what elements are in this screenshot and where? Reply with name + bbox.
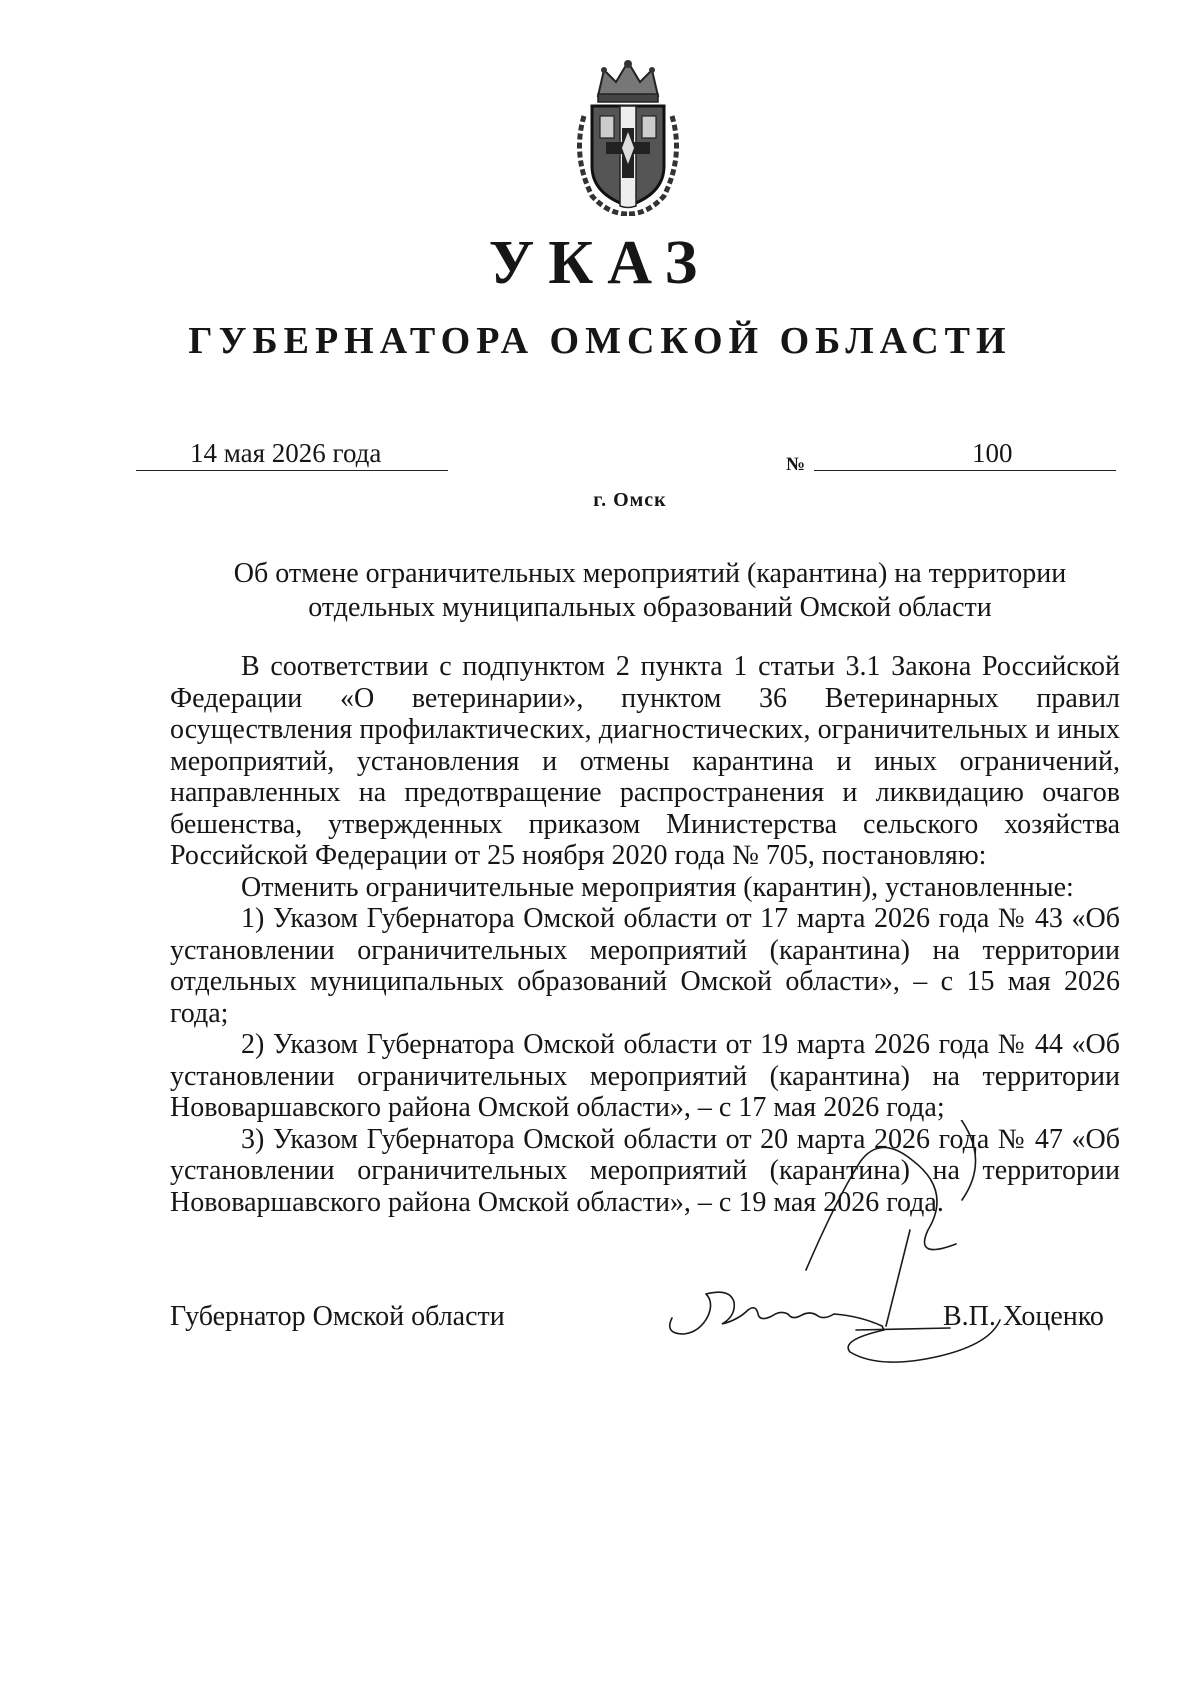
document-type-title: УКАЗ [488,229,712,297]
coat-of-arms-icon [568,56,688,216]
list-item: 1) Указом Губернатора Омской области от 17 марта 2026 года № 43 «Об установлении ограничительных мероприятий (карантина) на территории отдельных муниципальных образований Омской области», – с 15 мая 2026 года; [170,903,1120,1029]
list-item: 3) Указом Губернатора Омской области от 20 марта 2026 года № 47 «Об установлении ограничительных мероприятий (карантина) на территории Нововаршавского района Омской области», – с 19 мая 2026 года. [170,1123,1120,1218]
handwritten-signature [660,1120,1060,1380]
preamble-paragraph: В соответствии с подпунктом 2 пункта 1 статьи 3.1 Закона Российской Федерации «О ветеринарии», пунктом 36 Ветеринарных правил осуществления профилактических, диагностических, ограничительных и иных мероприятий, установления и отмены карантина и иных ограничений, направленных на предотвращение распространения и ликвидацию очагов бешенства, утвержденных приказом Министерства сельского хозяйства Российской Федерации от 25 ноября 2020 года № 705, постановляю: [170,651,1120,871]
subject-line: Об отмене ограничительных мероприятий (карантина) на территории [233,558,1067,589]
operative-paragraph: Отменить ограничительные мероприятия (карантин), установленные: [241,871,1074,903]
issuing-authority: ГУБЕРНАТОРА ОМСКОЙ ОБЛАСТИ [188,320,1012,362]
decree-number: 100 [972,438,1013,468]
number-underline [814,470,1116,471]
decree-date: 14 мая 2026 года [190,438,382,468]
subject-line: отдельных муниципальных образований Омской области [308,592,992,623]
date-underline [136,470,448,471]
signatory-name: В.П. Хоценко [943,1301,1104,1332]
list-item: 2) Указом Губернатора Омской области от 19 марта 2026 года № 44 «Об установлении ограничительных мероприятий (карантина) на территории Нововаршавского района Омской области», – с 17 мая 2026 года; [170,1029,1120,1123]
signatory-role: Губернатор Омской области [170,1301,505,1332]
number-sign: № [786,454,806,475]
issue-city: г. Омск [593,489,667,511]
decree-subject [170,557,1130,625]
